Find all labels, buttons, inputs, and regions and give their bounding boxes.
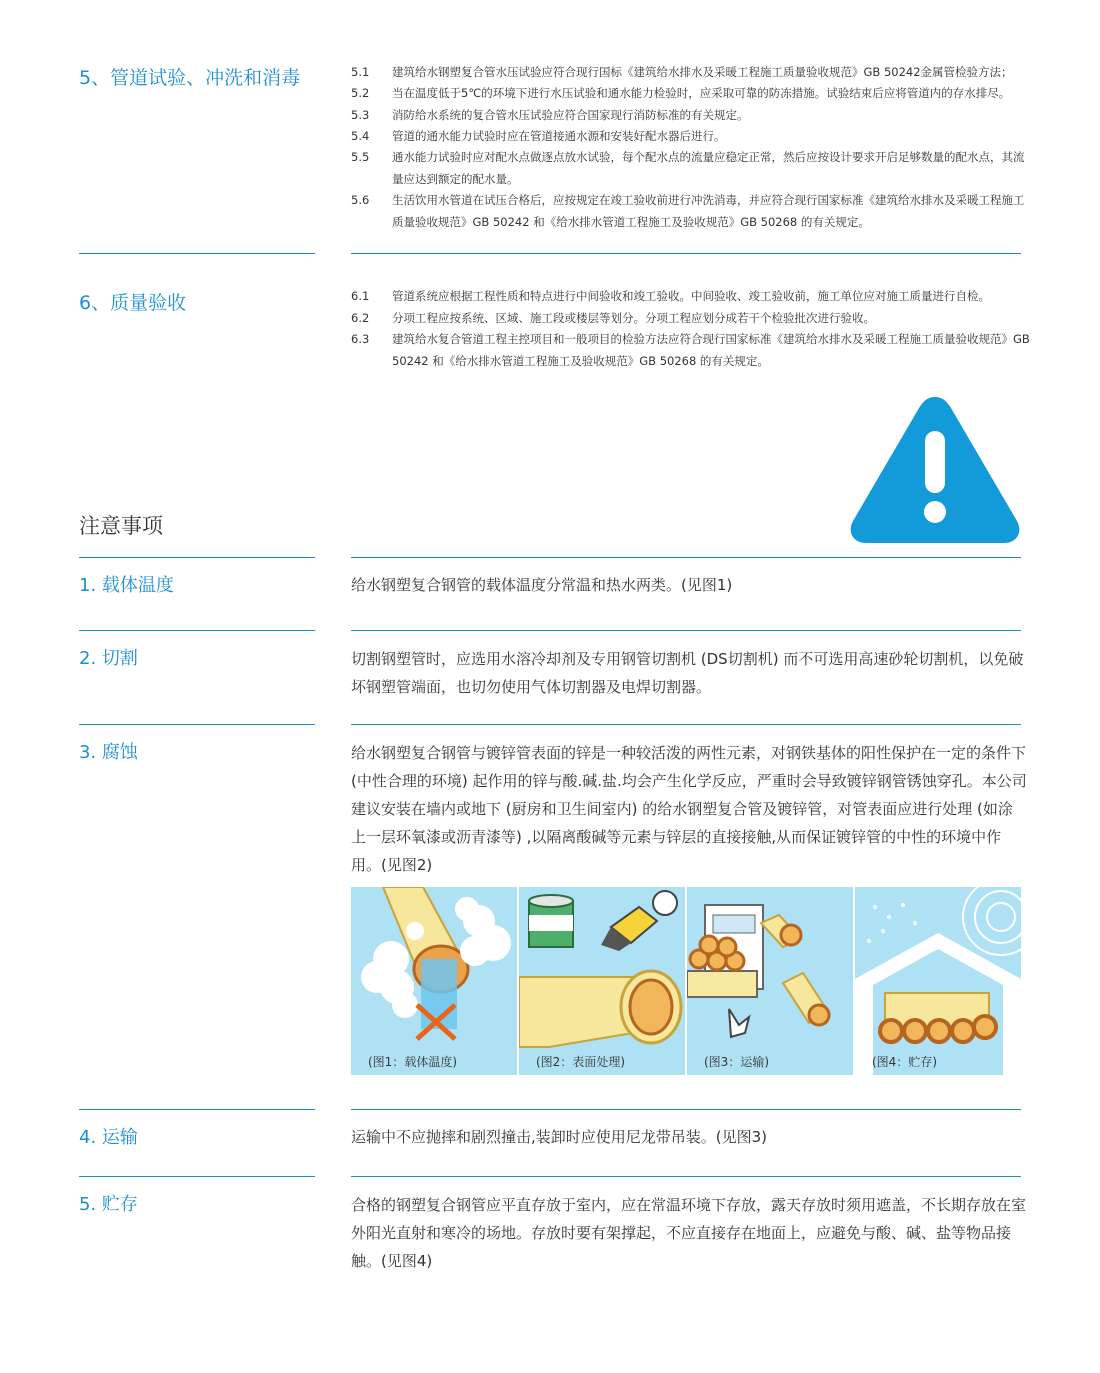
item-text: 当在温度低于5℃的环境下进行水压试验和通水能力检验时，应采取可靠的防冻措施。试验结束后应将管道内的存水排尽。	[392, 86, 1011, 100]
figure-temperature	[351, 887, 517, 1075]
figure-transport	[687, 887, 853, 1075]
figure-caption: (图3：运输)	[704, 1055, 769, 1069]
section-5-title: 5、管道试验、冲洗和消毒	[79, 67, 301, 89]
item-number: 5.5	[351, 150, 370, 164]
item-number: 5.2	[351, 86, 370, 100]
item-number: 6.2	[351, 311, 370, 325]
item-text: 消防给水系统的复合管水压试验应符合国家现行消防标准的有关规定。	[392, 108, 749, 122]
note-title-storage: 5. 贮存	[79, 1194, 138, 1215]
item-number: 5.4	[351, 129, 370, 143]
item-number: 6.1	[351, 289, 370, 303]
divider	[351, 1109, 1021, 1110]
warning-triangle-icon	[847, 393, 1023, 547]
item-text: 建筑给水钢塑复合管水压试验应符合现行国标《建筑给水排水及采暖工程施工质量验收规范》GB 50242金属管检验方法；	[392, 65, 1013, 79]
item-text: 分项工程应按系统、区域、施工段或楼层等划分。分项工程应划分成若干个检验批次进行验收。	[392, 311, 875, 325]
figure-caption: (图1：载体温度)	[368, 1055, 457, 1069]
figure-surface	[519, 887, 685, 1075]
divider	[79, 557, 315, 558]
item-number: 5.6	[351, 193, 370, 207]
note-text-cutting: 切割钢塑管时，应选用水溶冷却剂及专用钢管切割机 (DS切割机) 而不可选用高速砂轮切割机，以免破坏钢塑管端面，也切勿使用气体切割器及电焊切割器。	[351, 650, 1024, 696]
storage-illustration	[855, 887, 1021, 1075]
item-number: 5.3	[351, 108, 370, 122]
divider	[79, 1109, 315, 1110]
note-text-temperature: 给水钢塑复合钢管的载体温度分常温和热水两类。(见图1)	[351, 576, 733, 594]
divider	[79, 1176, 315, 1177]
note-text-transport: 运输中不应抛摔和剧烈撞击,装卸时应使用尼龙带吊装。(见图3)	[351, 1128, 768, 1146]
note-title-temperature: 1. 载体温度	[79, 575, 174, 596]
item-text: 建筑给水复合管道工程主控项目和一般项目的检验方法应符合现行国家标准《建筑给水排水及采暖工程施工质量验收规范》GB 50242 和《给水排水管道工程施工及验收规范》GB 50268 的有关规定。	[392, 332, 1030, 368]
notes-heading: 注意事项	[79, 514, 163, 538]
divider	[79, 724, 315, 725]
item-number: 5.1	[351, 65, 370, 79]
divider	[351, 1176, 1021, 1177]
divider	[79, 630, 315, 631]
hot-water-pipe-illustration	[351, 887, 517, 1075]
divider	[351, 630, 1021, 631]
item-text: 通水能力试验时应对配水点做逐点放水试验，每个配水点的流量应稳定正常，然后应按设计要求开启足够数量的配水点，其流量应达到额定的配水量。	[392, 150, 1025, 186]
divider	[79, 253, 315, 254]
transport-illustration	[687, 887, 853, 1075]
note-title-cutting: 2. 切割	[79, 648, 138, 669]
item-text: 管道系统应根据工程性质和特点进行中间验收和竣工验收。中间验收、竣工验收前，施工单位应对施工质量进行自检。	[392, 289, 990, 303]
divider	[351, 557, 1021, 558]
note-title-corrosion: 3. 腐蚀	[79, 742, 138, 763]
divider	[351, 253, 1021, 254]
note-text-corrosion: 给水钢塑复合钢管与镀锌管表面的锌是一种较活泼的两性元素，对钢铁基体的阳性保护在一定的条件下 (中性合理的环境) 起作用的锌与酸.碱.盐.均会产生化学反应，严重时会导致镀锌钢管锈蚀穿孔。本公司建议安装在墙内或地下 (厨房和卫生间室内) 的给水钢塑复合管及镀锌管，对管表面应进行处理 (如涂上一层环氧漆或沥青漆等) ,以隔离酸碱等元素与锌层的直接接触,从而保证镀锌管的中性的环境中作用。(见图2)	[351, 744, 1027, 874]
surface-treatment-illustration	[519, 887, 685, 1075]
figure-caption: (图2：表面处理)	[536, 1055, 625, 1069]
item-text: 生活饮用水管道在试压合格后，应按规定在竣工验收前进行冲洗消毒，并应符合现行国家标准《建筑给水排水及采暖工程施工质量验收规范》GB 50242 和《给水排水管道工程施工及验收规范》GB 50268 的有关规定。	[392, 193, 1025, 229]
note-text-storage: 合格的钢塑复合钢管应平直存放于室内，应在常温环境下存放，露天存放时须用遮盖，不长期存放在室外阳光直射和寒冷的场地。存放时要有架撑起，不应直接存在地面上，应避免与酸、碱、盐等物品接触。(见图4)	[351, 1196, 1027, 1270]
figure-caption: (图4：贮存)	[872, 1055, 937, 1069]
figure-storage	[855, 887, 1021, 1075]
divider	[351, 724, 1021, 725]
item-number: 6.3	[351, 332, 370, 346]
item-text: 管道的通水能力试验时应在管道接通水源和安装好配水器后进行。	[392, 129, 726, 143]
note-title-transport: 4. 运输	[79, 1127, 138, 1148]
section-6-title: 6、质量验收	[79, 292, 187, 314]
